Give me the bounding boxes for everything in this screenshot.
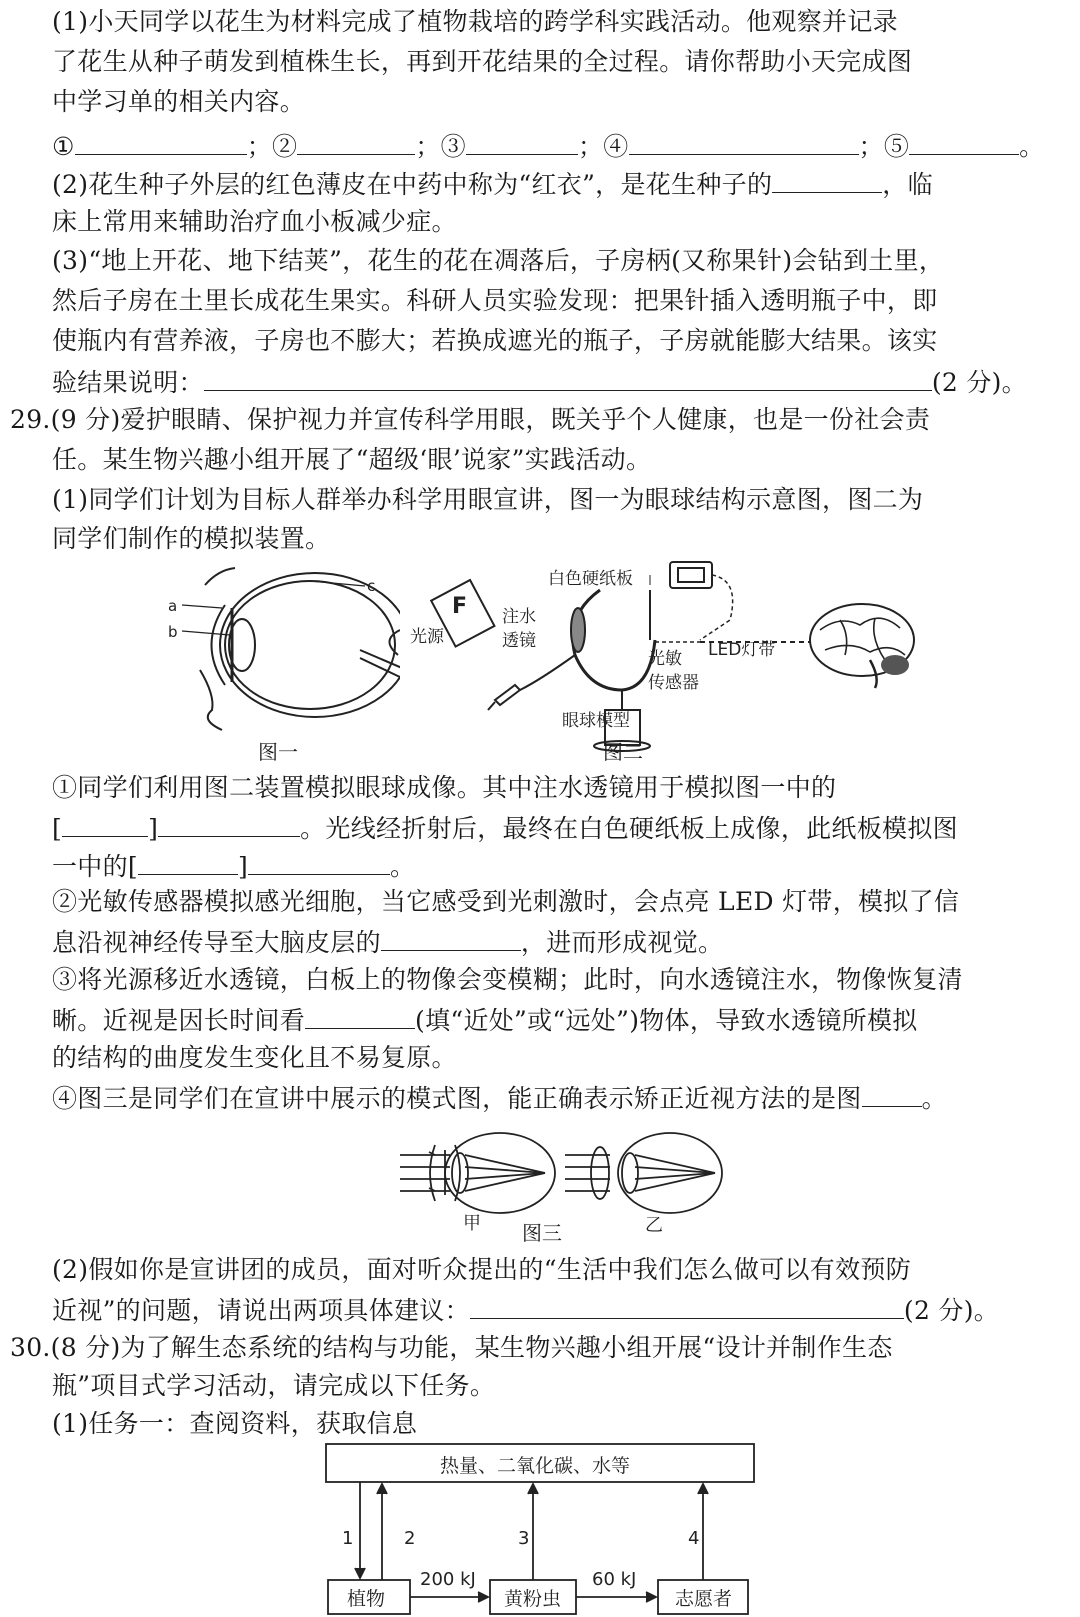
blank-end: 。 — [1019, 132, 1045, 161]
lower-eyelid-line — [200, 670, 222, 730]
q28-3-line1: (3)“地上开花、地下结荚”，花生的花在凋落后，子房柄(又称果针)会钻到土里， — [52, 246, 945, 275]
fig3-label-jia: 甲 — [463, 1213, 481, 1234]
q28-2-text-a: (2)花生种子外层的红色薄皮在中药中称为“红衣”，是花生种子的 — [52, 170, 773, 199]
fig2-led: LED灯带 — [708, 640, 776, 660]
arrow-num-2: 2 — [404, 1528, 416, 1549]
q29-s1-end: 。 — [390, 852, 416, 881]
syringe — [495, 685, 520, 705]
syringe-tube — [520, 655, 575, 690]
q29-header-line1 — [10, 402, 930, 438]
answer-blank-board-letter[interactable] — [138, 846, 238, 875]
q29-header-text: (9 分)爱护眼睛、保护视力并宣传科学用眼，既关乎个人健康，也是一份社会责 — [50, 405, 931, 434]
q29-s1-line3 — [52, 846, 415, 885]
q28-1-blanks — [52, 126, 1044, 165]
q29-2-line2 — [52, 1290, 999, 1329]
q29-1-line2: 同学们制作的模拟装置。 — [52, 524, 331, 553]
fig1-caption: 图一 — [258, 740, 298, 764]
label-line-a — [182, 605, 222, 608]
q28-3-text-a: 验结果说明： — [52, 368, 204, 397]
q30-header-text: (8 分)为了解生态系统的结构与功能，某生物兴趣小组开展“设计并制作生态 — [50, 1333, 893, 1362]
box-plant-label: 植物 — [347, 1588, 386, 1610]
q30-header-line2: 瓶”项目式学习活动，请完成以下任务。 — [52, 1371, 496, 1400]
box-volunteer-label: 志愿者 — [675, 1588, 733, 1610]
q29-s3-text-a: 晰。近视是因长时间看 — [52, 1006, 306, 1035]
fig1-label-b: b — [168, 623, 178, 641]
answer-blank-figure-choice[interactable] — [862, 1078, 922, 1107]
answer-blank-5[interactable] — [909, 126, 1019, 155]
answer-blank-4[interactable] — [629, 126, 859, 155]
fig2-sensor-1: 光敏 — [648, 649, 682, 669]
eyeball-inner — [225, 581, 395, 709]
q29-s1-line2 — [52, 808, 958, 847]
q29-s2-text-b: ，进而形成视觉。 — [520, 928, 724, 957]
q29-2-text-a: 近视”的问题，请说出两项具体建议： — [52, 1296, 470, 1325]
q29-s1-line1: ①同学们利用图二装置模拟眼球成像。其中注水透镜用于模拟图一中的 — [52, 773, 837, 802]
energy-label-200kj: 200 kJ — [420, 1569, 476, 1590]
bracket-close-2: ] — [237, 852, 249, 881]
fig1-label-a: a — [168, 597, 178, 615]
fig3-caption: 图三 — [522, 1221, 562, 1245]
q28-1-line3: 中学习单的相关内容。 — [52, 87, 306, 116]
answer-blank-board-name[interactable] — [248, 846, 390, 875]
bracket-open-2: 一中的[ — [52, 852, 138, 881]
fig1-label-c: c — [367, 577, 376, 595]
brain-illustration — [810, 604, 914, 688]
fig2-white-board: 白色硬纸板 — [548, 569, 633, 589]
q30-header-line1 — [10, 1330, 893, 1366]
fig2-water-lens-2: 透镜 — [502, 631, 536, 651]
q28-1-line1: (1)小天同学以花生为材料完成了植物栽培的跨学科实践活动。他观察并记录 — [52, 7, 898, 36]
label-line-b — [182, 631, 230, 635]
arrow-num-1: 1 — [342, 1528, 354, 1549]
top-box-text: 热量、二氧化碳、水等 — [440, 1455, 631, 1477]
upper-eyelid-line — [205, 568, 235, 585]
q28-3-line2: 然后子房在土里长成花生果实。科研人员实验发现：把果针插入透明瓶子中，即 — [52, 286, 938, 315]
q29-2-line1: (2)假如你是宣讲团的成员，面对听众提出的“生活中我们怎么做可以有效预防 — [52, 1255, 911, 1284]
arrow-num-4: 4 — [688, 1528, 700, 1549]
q28-3-line3: 使瓶内有营养液，子房也不膨大；若换成遮光的瓶子，子房就能膨大结果。该实 — [52, 326, 938, 355]
q29-s3-line1: ③将光源移近水透镜，白板上的物像会变模糊；此时，向水透镜注水，物像恢复清 — [52, 965, 963, 994]
q29-s4-text-a: ④图三是同学们在宣讲中展示的模式图，能正确表示矫正近视方法的是图 — [52, 1084, 862, 1113]
diagram-jia — [400, 1133, 555, 1213]
syringe-tip — [488, 702, 495, 710]
bracket-close-1: ] — [148, 814, 159, 843]
q29-s2-line1: ②光敏传感器模拟感光细胞，当它感受到光刺激时，会点亮 LED 灯带，模拟了信 — [52, 887, 960, 916]
fig2-water-lens-1: 注水 — [502, 607, 536, 627]
arrow-num-3: 3 — [518, 1528, 530, 1549]
cornea — [212, 605, 226, 685]
optic-nerve-2 — [360, 658, 400, 678]
q29-s2-text-a: 息沿视神经传导至大脑皮层的 — [52, 928, 381, 957]
q29-s2-line2 — [52, 922, 723, 961]
f-letter: F — [452, 594, 468, 619]
q29-s3-line2 — [52, 1000, 918, 1039]
q29-number: 29. — [10, 405, 51, 434]
blank-5-label: ；⑤ — [858, 132, 910, 161]
fig2-caption: 图二 — [603, 740, 643, 764]
q28-3-score: (2 分)。 — [931, 368, 1027, 397]
water-lens — [571, 608, 585, 652]
q29-s4-end: 。 — [921, 1084, 947, 1113]
fig2-sensor-2: 传感器 — [648, 673, 699, 693]
answer-blank-suggestions[interactable] — [470, 1290, 904, 1319]
yi-eye-lens — [622, 1153, 638, 1193]
q28-2-line2: 床上常用来辅助治疗血小板减少症。 — [52, 207, 457, 236]
q29-s4-line1 — [52, 1078, 947, 1117]
monitor — [670, 562, 712, 588]
q28-3-line4 — [52, 362, 1027, 401]
answer-blank-2[interactable] — [297, 126, 415, 155]
answer-blank-lens-name[interactable] — [158, 808, 300, 837]
energy-label-60kj: 60 kJ — [592, 1569, 637, 1590]
q28-2-line1 — [52, 164, 933, 203]
q29-s1-text-c: 。光线经折射后，最终在白色硬纸板上成像，此纸板模拟图 — [300, 814, 958, 843]
q29-1-line1: (1)同学们计划为目标人群举办科学用眼宣讲，图一为眼球结构示意图，图二为 — [52, 485, 924, 514]
answer-blank-visual-center[interactable] — [381, 922, 521, 951]
box-mealworm-label: 黄粉虫 — [504, 1588, 562, 1610]
fig2-eye-model: 眼球模型 — [562, 711, 630, 731]
answer-blank-1[interactable] — [75, 126, 247, 155]
blank-2-label: ；② — [246, 132, 298, 161]
diagram-yi — [565, 1133, 722, 1213]
blank-4-label: ；④ — [577, 132, 629, 161]
fig2-light-source: 光源 — [410, 627, 444, 647]
q29-header-line2: 任。某生物兴趣小组开展了“超级‘眼’说家”实践活动。 — [52, 445, 652, 474]
q28-2-text-b: ，临 — [882, 170, 933, 199]
bracket-open-1: [ — [52, 814, 63, 843]
eye-model-device-diagram — [400, 560, 940, 770]
fig3-label-yi: 乙 — [645, 1215, 663, 1236]
blank-1-label: ① — [52, 132, 75, 161]
answer-blank-lens-letter[interactable] — [62, 808, 148, 837]
q30-number: 30. — [10, 1333, 51, 1362]
answer-blank-near-far[interactable] — [305, 1000, 415, 1029]
q29-s3-line3: 的结构的曲度发生变化且不易复原。 — [52, 1043, 457, 1072]
q29-2-score: (2 分)。 — [903, 1296, 1000, 1325]
q30-task1: (1)任务一：查阅资料，获取信息 — [52, 1409, 418, 1438]
q29-s3-text-b: (填“近处”或“远处”)物体，导致水透镜所模拟 — [415, 1006, 918, 1035]
energy-flow-diagram — [320, 1440, 760, 1615]
answer-blank-experiment[interactable] — [204, 362, 932, 391]
answer-blank-3[interactable] — [466, 126, 578, 155]
q28-1-line2: 了花生从种子萌发到植株生长，再到开花结果的全过程。请你帮助小天完成图 — [52, 47, 913, 76]
answer-blank-seed-part[interactable] — [772, 164, 882, 193]
blank-3-label: ；③ — [415, 132, 466, 161]
